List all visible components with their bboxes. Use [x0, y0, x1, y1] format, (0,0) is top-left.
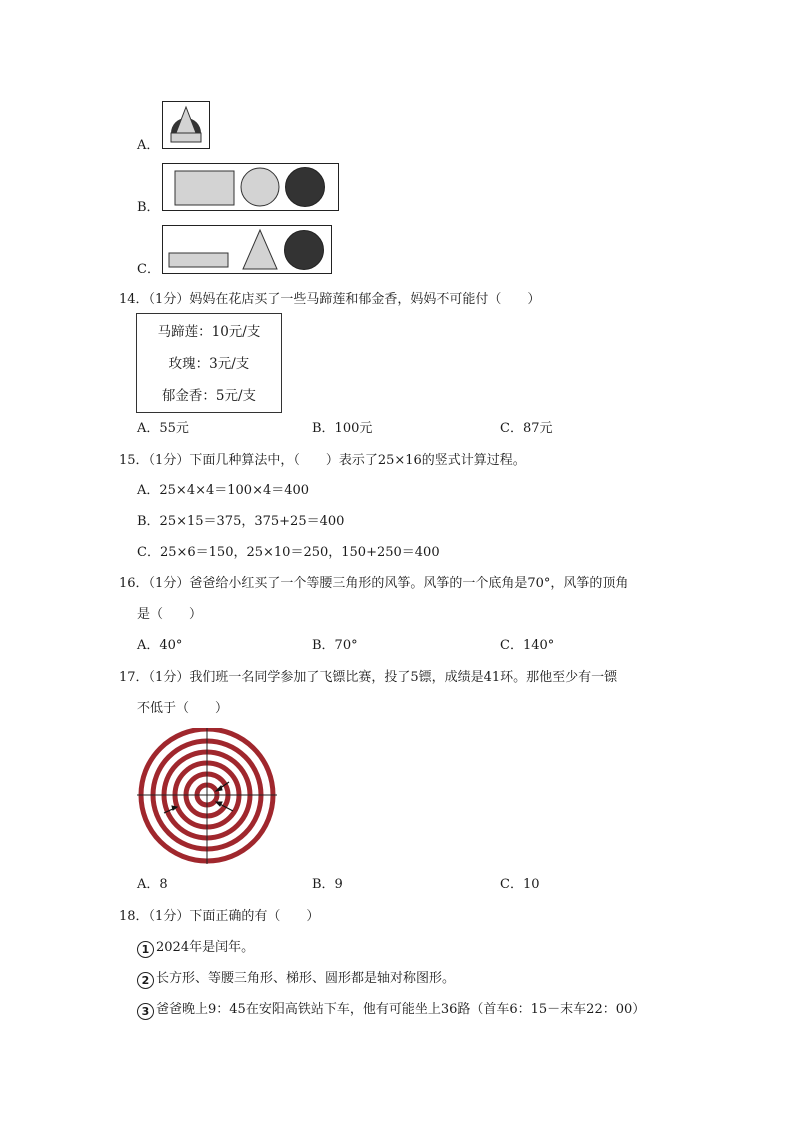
q17-stem-line2: 不低于（ ） [137, 701, 229, 716]
q18-item-2 [137, 971, 455, 989]
q13-option-a-figure [162, 101, 210, 149]
q13-option-b-figure [162, 163, 339, 211]
q14-option-a: A．55元 [137, 421, 189, 436]
cone-cylinder-figure [163, 102, 209, 148]
dartboard-target [137, 728, 277, 868]
q17-stem-line1: 17．（1分）我们班一名同学参加了飞镖比赛，投了5镖，成绩是41环。那他至少有一镖 [119, 670, 618, 685]
q18-stem: 18．（1分）下面正确的有（ ） [119, 909, 320, 924]
q15-stem: 15．（1分）下面几种算法中，（ ）表示了25×16的竖式计算过程。 [119, 453, 526, 468]
q14-option-b: B．100元 [312, 421, 373, 436]
q13-option-a-label: A． [137, 138, 160, 153]
q16-stem-line1: 16．（1分）爸爸给小红买了一个等腰三角形的风筝。风筝的一个底角是70°，风筝的顶角 [119, 576, 629, 591]
circled-number: 2 [137, 972, 154, 989]
q13-option-c-label: C． [137, 262, 160, 277]
q15-option-b: B．25×15＝375，375+25＝400 [137, 514, 345, 529]
q16-option-a: A．40° [137, 638, 183, 653]
q13-option-c-figure [162, 225, 332, 274]
circled-number: 1 [137, 941, 154, 958]
price-rose: 玫瑰：3元/支 [168, 356, 250, 372]
q15-option-c: C．25×6＝150，25×10＝250，150+250＝400 [137, 545, 440, 560]
price-calla-lily: 马蹄莲：10元/支 [157, 324, 261, 340]
q16-stem-line2: 是（ ） [137, 607, 203, 622]
rectangle-circle-circle-figure [163, 164, 338, 210]
q17-option-b: B．9 [312, 877, 343, 892]
q17-option-a: A．8 [137, 877, 168, 892]
price-tulip: 郁金香：5元/支 [161, 388, 257, 404]
q18-item-1 [137, 940, 254, 958]
q15-option-a: A．25×4×4＝100×4＝400 [137, 483, 310, 498]
q13-option-b-label: B． [137, 200, 160, 215]
circled-number: 3 [137, 1003, 154, 1020]
q18-item-3 [137, 1002, 645, 1020]
q17-option-c: C．10 [500, 877, 540, 892]
q14-option-c: C．87元 [500, 421, 553, 436]
q16-option-c: C．140° [500, 638, 555, 653]
q14-price-board [136, 313, 282, 413]
rectangle-triangle-circle-figure [163, 226, 331, 273]
q16-option-b: B．70° [312, 638, 358, 653]
q14-stem: 14．（1分）妈妈在花店买了一些马蹄莲和郁金香，妈妈不可能付（ ） [119, 292, 541, 307]
q18-item-3-text: 爸爸晚上9：45在安阳高铁站下车，他有可能坐上36路（首车6：15－末车22：00） [156, 1002, 646, 1017]
q18-item-2-text: 长方形、等腰三角形、梯形、圆形都是轴对称图形。 [156, 971, 456, 986]
q18-item-1-text: 2024年是闰年。 [156, 940, 255, 955]
